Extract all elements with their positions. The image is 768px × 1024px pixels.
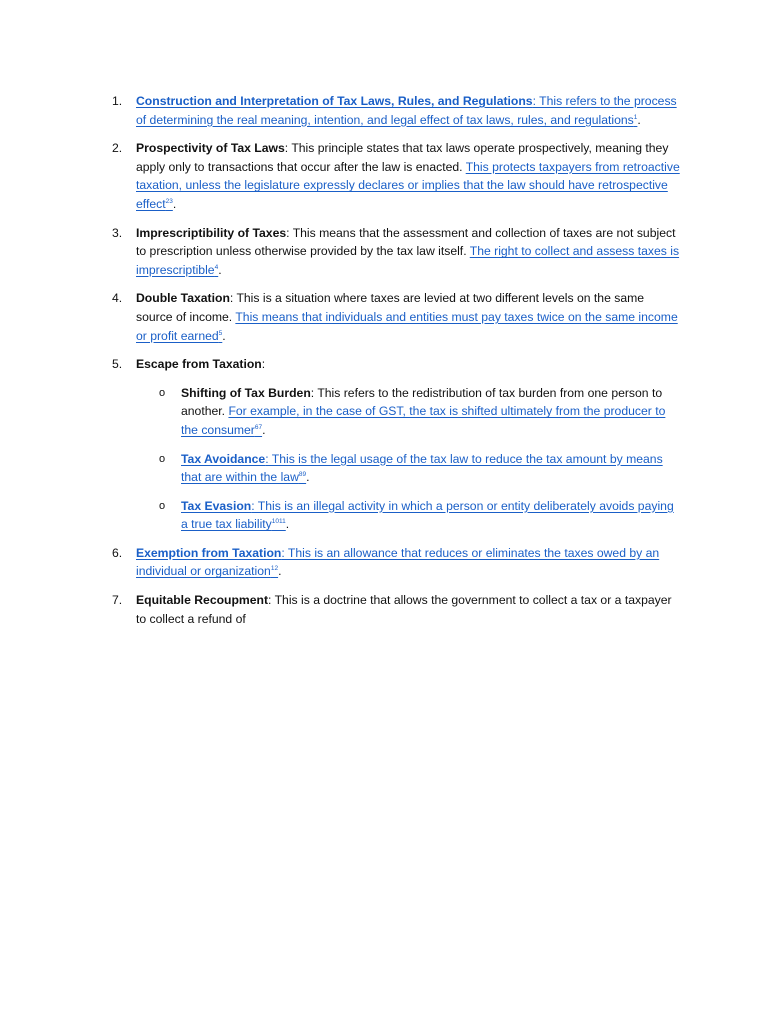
sub-item-end: .: [306, 470, 310, 485]
sub-list-item: [136, 497, 682, 534]
sub-item-link-text: For example, in the case of GST, the tax is shifted ultimately from the producer to the consumer: [181, 404, 666, 437]
item-term: Escape from Taxation: [136, 357, 262, 372]
footnote-ref: 23: [165, 197, 173, 205]
sub-item-end: .: [285, 517, 290, 532]
item-term: Imprescriptibility of Taxes: [136, 225, 287, 240]
item-number: 6.: [112, 545, 123, 560]
item-number: 7.: [112, 593, 123, 608]
sub-item-text: : This refers to the redistribution of tax burden from one person to another.: [181, 385, 663, 419]
footnote-ref: 5: [218, 329, 223, 337]
item-link-text: The right to collect and assess taxes is imprescriptible: [136, 244, 680, 277]
footnote-ref: 12: [270, 565, 279, 573]
list-item: [112, 289, 682, 345]
footnote-ref: 1: [633, 113, 638, 121]
sub-item-link[interactable]: [181, 404, 665, 437]
sub-item-end: .: [262, 422, 266, 437]
item-end: .: [222, 328, 226, 343]
item-text: : This principle states that tax laws operate prospectively, meaning they apply only to transactions that occur after the law is enacted.: [136, 141, 669, 174]
item-number: 3.: [112, 225, 123, 240]
sub-item-link-text: : This is an illegal activity in which a person or entity deliberately avoids paying a true tax liability: [181, 498, 674, 532]
item-link-text: : This refers to the process of determining the real meaning, intention, and legal effect of tax laws, rules, and regulations: [136, 94, 677, 127]
footnote-ref: 67: [254, 423, 263, 431]
footnote-ref: 1011: [271, 518, 286, 526]
item-link-text: This protects taxpayers from retroactive taxation, unless the legislature expressly declares or implies that the law should have retrospective effect: [136, 159, 680, 211]
footnote-ref: 89: [298, 471, 307, 479]
item-end: .: [172, 196, 177, 211]
escape-from-taxation-sublist: [136, 384, 682, 534]
bullet-marker: o: [159, 452, 166, 465]
item-text: : This means that the assessment and collection of taxes are not subject to prescription unless otherwise provided by the tax law itself.: [136, 225, 676, 259]
item-term: Prospectivity of Tax Laws: [136, 141, 285, 156]
list-item: [112, 92, 682, 129]
sub-item-link[interactable]: [181, 452, 663, 485]
item-number: 2.: [112, 141, 123, 156]
item-end: .: [218, 262, 222, 277]
list-item: [112, 224, 682, 280]
sub-item-term: Shifting of Tax Burden: [181, 385, 311, 400]
item-link-text: This means that individuals and entities must pay taxes twice on the same income or profit earned: [136, 309, 678, 343]
item-text: : This is a situation where taxes are levied at two different levels on the same source of income.: [136, 291, 645, 324]
list-item: [112, 544, 682, 581]
sub-list-item: [136, 450, 682, 487]
sub-item-term: Tax Avoidance: [181, 451, 266, 466]
item-term: Construction and Interpretation of Tax Laws, Rules, and Regulations: [136, 94, 533, 108]
item-text: : This is a doctrine that allows the government to collect a tax or a taxpayer to collect a refund of: [136, 593, 672, 626]
bullet-marker: o: [159, 499, 166, 512]
item-number: 4.: [112, 291, 123, 306]
list-item: [112, 591, 682, 628]
item-end: .: [278, 564, 282, 579]
item-link[interactable]: [136, 94, 677, 127]
item-link[interactable]: [136, 546, 659, 579]
sub-item-term: Tax Evasion: [181, 498, 252, 513]
item-term: Double Taxation: [136, 291, 230, 306]
item-number: 1.: [112, 94, 123, 108]
item-number: 5.: [112, 357, 123, 372]
item-term: Exemption from Taxation: [136, 545, 282, 560]
list-item: [112, 355, 682, 534]
item-term: Equitable Recoupment: [136, 593, 269, 608]
footnote-ref: 4: [214, 263, 219, 271]
item-end: .: [637, 112, 641, 127]
list-item: [112, 139, 682, 213]
sub-item-link-text: : This is the legal usage of the tax law to reduce the tax amount by means that are within the law: [181, 451, 663, 485]
sub-item-link[interactable]: [181, 499, 674, 532]
item-link-text: : This is an allowance that reduces or eliminates the taxes owed by an individual or organization: [136, 545, 660, 579]
sub-list-item: [136, 384, 682, 440]
bullet-marker: o: [159, 386, 166, 399]
tax-principles-list: [112, 92, 682, 638]
item-end: :: [261, 357, 266, 372]
